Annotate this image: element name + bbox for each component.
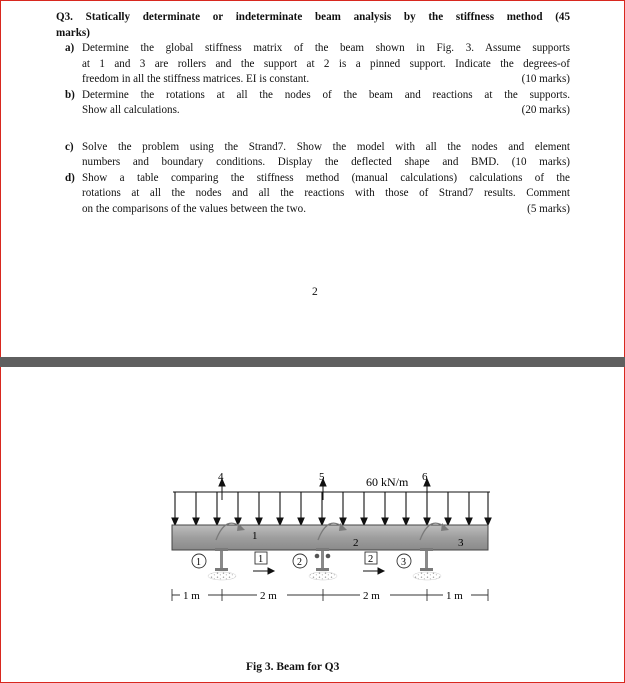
part-d-marks: (5 marks) xyxy=(527,202,570,215)
dim-label-3: 2 m xyxy=(363,590,380,602)
element-box-label-1: 1 xyxy=(258,554,264,565)
question-title-cont: marks) xyxy=(56,26,90,39)
part-d-line-1: Show a table comparing the stiffness method (manual calculations) calculations of the xyxy=(82,171,570,184)
part-b-marks: (20 marks) xyxy=(521,104,570,116)
load-label: 60 kN/m xyxy=(366,475,409,489)
part-c-line-2: numbers and boundary conditions. Display the deflected shape and BMD. (10 marks) xyxy=(82,156,570,168)
dof-label-5: 5 xyxy=(319,471,325,483)
part-a xyxy=(56,41,570,88)
question-block xyxy=(56,10,570,217)
dim-label-4: 1 m xyxy=(446,590,463,602)
element-box-label-2: 2 xyxy=(368,554,374,565)
part-d-line-3 xyxy=(82,202,570,218)
part-b-text-2: Show all calculations. xyxy=(82,104,180,116)
support-1-roller xyxy=(208,548,236,580)
beam xyxy=(172,525,488,550)
figure-caption: Fig 3. Beam for Q3 xyxy=(246,661,340,673)
beam-figure xyxy=(168,468,498,628)
dof-label-6: 6 xyxy=(422,471,428,483)
part-d-text-3: on the comparisons of the values between the two. xyxy=(82,202,306,215)
support-3-roller xyxy=(413,548,441,580)
element-label-3: 3 xyxy=(458,537,464,549)
part-b-line-1: Determine the rotations at all the nodes of the beam and reactions at the supports. xyxy=(82,88,570,101)
node-label-3: 3 xyxy=(401,557,406,568)
part-b xyxy=(56,88,570,119)
dim-label-1: 1 m xyxy=(183,590,200,602)
page-divider xyxy=(0,357,625,367)
node-label-1: 1 xyxy=(196,557,201,568)
part-b-label: b) xyxy=(65,88,75,101)
part-d-line-2: rotations at all the nodes and all the reactions with those of Strand7 results. Comment xyxy=(82,187,570,199)
node-label-2: 2 xyxy=(297,557,302,568)
part-c xyxy=(56,140,570,171)
dim-label-2: 2 m xyxy=(260,590,277,602)
dof-label-4: 4 xyxy=(218,471,224,483)
page-number: 2 xyxy=(312,286,318,298)
part-c-line-1: Solve the problem using the Strand7. Show the model with all the nodes and element xyxy=(82,140,570,153)
load-arrows xyxy=(172,492,491,525)
part-a-line-1: Determine the global stiffness matrix of the beam shown in Fig. 3. Assume supports xyxy=(82,42,570,54)
distributed-load xyxy=(172,492,491,525)
element-label-2: 2 xyxy=(353,537,359,549)
part-d-label: d) xyxy=(65,171,75,184)
part-d xyxy=(56,171,570,218)
support-2-pinned xyxy=(309,548,337,580)
part-c-label: c) xyxy=(65,140,74,153)
dimension-line xyxy=(172,589,488,601)
spacer xyxy=(56,119,570,140)
part-a-marks: (10 marks) xyxy=(521,73,570,85)
part-a-line-3 xyxy=(82,72,570,88)
part-a-text-3: freedom in all the stiffness matrices. EI is constant. xyxy=(82,73,310,85)
part-a-label: a) xyxy=(65,42,75,54)
element-label-1: 1 xyxy=(252,530,258,542)
part-a-line-2: at 1 and 3 are rollers and the support at 2 is a pinned support. Indicate the degrees-of xyxy=(82,57,570,70)
part-b-line-2 xyxy=(82,103,570,119)
question-title: Q3. Statically determinate or indeterminate beam analysis by the stiffness method (45 xyxy=(56,11,570,23)
